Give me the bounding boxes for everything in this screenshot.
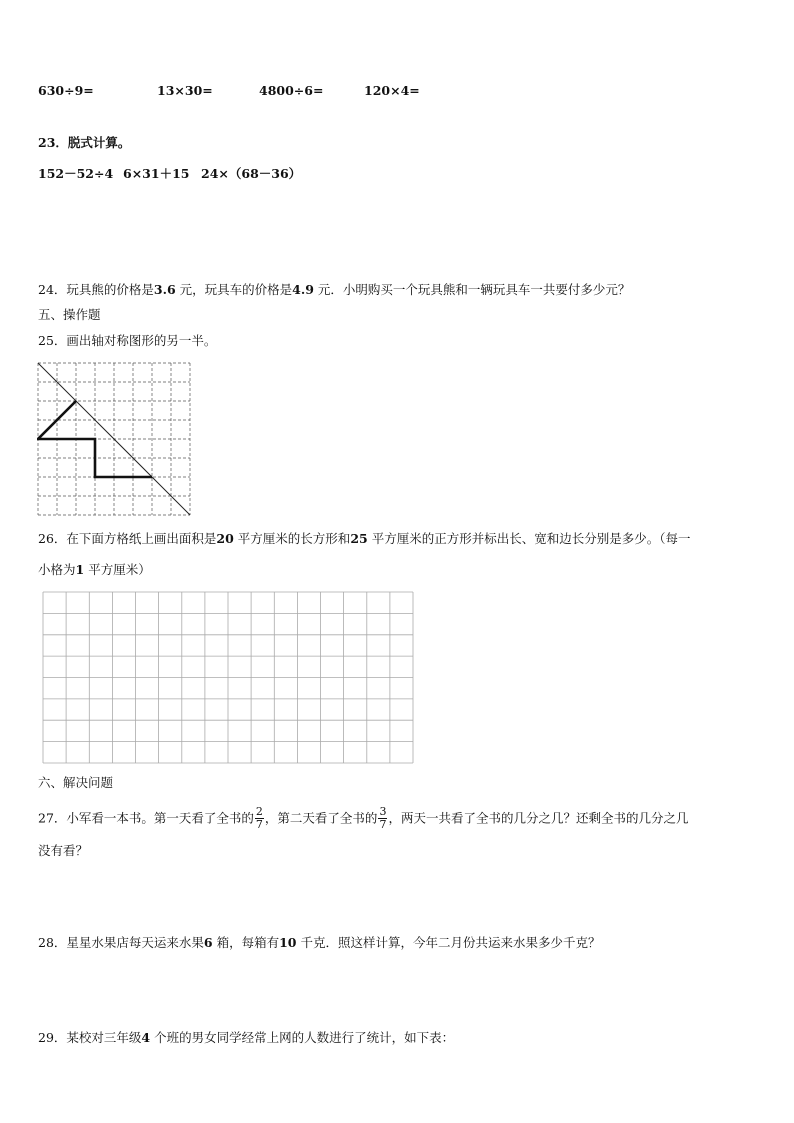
q27-text-c: ，两天一共看了全书的几分之几？还剩全书的几分之几 [388, 810, 689, 826]
symmetry-grid-figure [37, 362, 192, 517]
q23-expr-1: 152－52÷4 [38, 166, 114, 181]
q24-text-c: 元．小明购买一个玩具熊和一辆玩具车一共要付多少元？ [313, 282, 631, 297]
square-grid-paper [42, 591, 414, 765]
q24-value-car: 4.9 [292, 282, 314, 297]
q28-text-c: 千克．照这样计算，今年二月份共运来水果多少千克？ [296, 935, 601, 950]
q28-kg-per-box: 10 [279, 935, 297, 950]
q28-text-a: 28．星星水果店每天运来水果 [38, 935, 204, 950]
q29-text-a: 29．某校对三年级 [38, 1030, 142, 1045]
q24-text-b: 元，玩具车的价格是 [175, 282, 293, 297]
q27-line-1 [38, 807, 688, 831]
q26-line-2 [38, 564, 151, 577]
q24-question [38, 284, 630, 297]
q28-text-b: 箱，每箱有 [212, 935, 280, 950]
q28-question [38, 937, 601, 950]
q28-boxes: 6 [203, 935, 213, 950]
q26-text-b: 平方厘米的长方形和 [233, 531, 351, 546]
oral-calc-4: 120×4= [364, 83, 420, 98]
fraction-three-sevenths [378, 806, 387, 830]
q26-area-square: 25 [350, 531, 368, 546]
q27-text-a: 27．小军看一本书。第一天看了全书的 [38, 810, 254, 826]
q24-value-bear: 3.6 [153, 282, 176, 297]
oral-calc-3: 4800÷6= [259, 83, 324, 98]
q26-unit-area: 1 [75, 562, 85, 577]
oral-calc-2: 13×30= [157, 83, 213, 98]
q23-expr-2: 6×31＋15 [123, 166, 190, 181]
q24-text-a: 24．玩具熊的价格是 [38, 282, 154, 297]
frac2-denominator: 7 [379, 817, 387, 831]
section-six-heading: 六、解决问题 [38, 775, 114, 790]
q26-area-rect: 20 [216, 531, 234, 546]
q23-expr-3: 24×（68－36） [201, 166, 302, 181]
q23-title: 23．脱式计算。 [38, 135, 131, 150]
q27-line-2: 没有看？ [38, 843, 89, 858]
section-five-heading: 五、操作题 [38, 307, 101, 322]
frac2-numerator: 3 [379, 805, 387, 818]
q26-text-a: 26．在下面方格纸上画出面积是 [38, 531, 217, 546]
frac1-numerator: 2 [255, 805, 263, 818]
q26-line-1 [38, 533, 690, 546]
q29-question [38, 1032, 454, 1045]
oral-calc-1: 630÷9= [38, 83, 94, 98]
grid-lines [43, 592, 413, 763]
frac1-denominator: 7 [255, 817, 263, 831]
q26-text-c: 平方厘米的正方形并标出长、宽和边长分别是多少。（每一 [367, 531, 691, 546]
q27-text-b: ，第二天看了全书的 [264, 810, 378, 826]
q29-text-b: 个班的男女同学经常上网的人数进行了统计，如下表： [150, 1030, 455, 1045]
q26-text-e: 平方厘米） [84, 562, 151, 577]
q26-text-d: 小格为 [38, 562, 76, 577]
q29-class-count: 4 [141, 1030, 151, 1045]
fraction-two-sevenths [255, 806, 264, 830]
q25-title: 25．画出轴对称图形的另一半。 [38, 333, 217, 348]
